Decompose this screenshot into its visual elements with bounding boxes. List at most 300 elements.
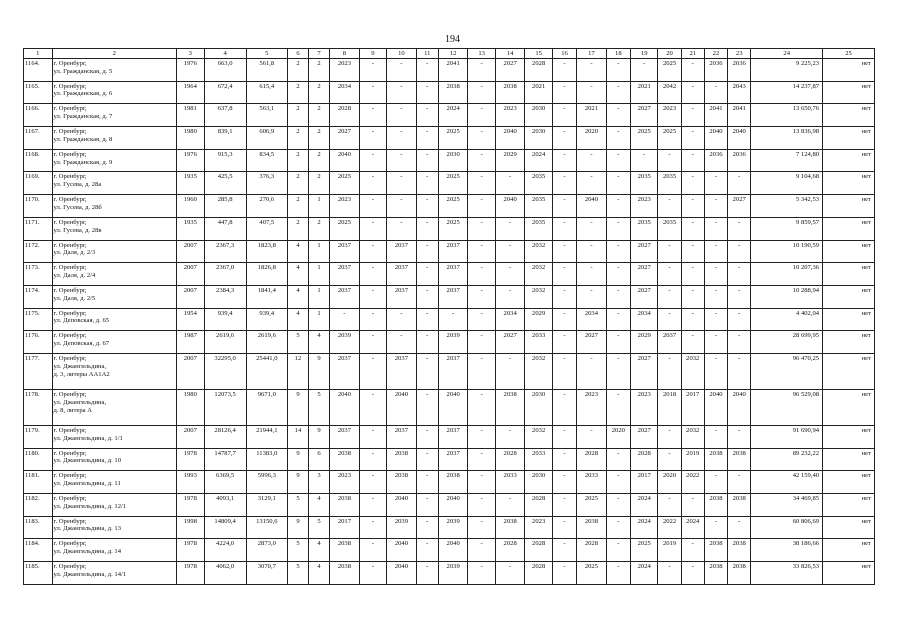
table-cell: 2038 — [728, 448, 751, 471]
housing-registry-table — [23, 48, 875, 585]
table-cell: - — [704, 263, 727, 286]
table-cell: 2038 — [728, 562, 751, 585]
table-cell: - — [468, 195, 495, 218]
table-cell: 2024 — [630, 516, 657, 539]
table-cell: - — [416, 448, 438, 471]
table-row — [24, 516, 875, 539]
table-cell: 2 — [287, 104, 308, 127]
table-cell: 4 — [309, 539, 330, 562]
row-number-cell: 1179. — [24, 425, 53, 448]
table-cell: 9 — [287, 448, 308, 471]
table-cell: 28126,4 — [204, 425, 246, 448]
table-cell: 4062,0 — [204, 562, 246, 585]
table-cell: 2038 — [728, 494, 751, 517]
table-cell: 2037 — [330, 285, 360, 308]
table-cell: 4 — [309, 494, 330, 517]
table-cell: - — [495, 240, 525, 263]
table-cell: 4 — [287, 263, 308, 286]
table-cell: 1964 — [177, 81, 204, 104]
table-cell: 1 — [309, 195, 330, 218]
table-cell: 2025 — [438, 217, 468, 240]
table-cell: 2 — [309, 149, 330, 172]
table-cell: - — [416, 389, 438, 425]
table-cell: - — [728, 308, 751, 331]
table-cell: 2007 — [177, 240, 204, 263]
table-cell: 2028 — [330, 104, 360, 127]
table-cell: - — [495, 562, 525, 585]
table-cell: - — [704, 240, 727, 263]
table-cell: 2027 — [728, 195, 751, 218]
table-cell: - — [495, 172, 525, 195]
table-cell: 2023 — [525, 516, 552, 539]
table-cell: - — [606, 195, 630, 218]
table-cell: - — [577, 263, 607, 286]
table-cell: 32295,0 — [204, 353, 246, 389]
table-cell: - — [606, 81, 630, 104]
table-cell: 2040 — [438, 494, 468, 517]
table-cell: 2040 — [438, 389, 468, 425]
flag-cell: нет — [823, 471, 875, 494]
table-cell: - — [681, 240, 704, 263]
table-cell: - — [495, 494, 525, 517]
table-cell: 2 — [287, 59, 308, 82]
address-cell: г. Оренбург, ул. Гусева, д. 28а — [52, 172, 177, 195]
table-cell: - — [704, 331, 727, 354]
cost-cell: 10 190,59 — [751, 240, 823, 263]
table-row — [24, 331, 875, 354]
table-cell: 2040 — [387, 494, 417, 517]
table-cell: - — [681, 494, 704, 517]
column-header-13: 13 — [468, 49, 495, 59]
column-header-5: 5 — [246, 49, 287, 59]
table-cell: - — [606, 494, 630, 517]
table-cell: 2030 — [525, 471, 552, 494]
table-cell: 2027 — [330, 127, 360, 150]
table-cell: - — [552, 59, 576, 82]
column-header-17: 17 — [577, 49, 607, 59]
table-cell: - — [359, 240, 386, 263]
flag-cell: нет — [823, 81, 875, 104]
table-cell: 939,4 — [204, 308, 246, 331]
table-cell: 2030 — [438, 149, 468, 172]
table-cell: 1978 — [177, 494, 204, 517]
table-cell: 425,5 — [204, 172, 246, 195]
table-cell: - — [387, 104, 417, 127]
table-cell: 2038 — [330, 562, 360, 585]
table-cell: 2040 — [387, 539, 417, 562]
table-cell: 5996,3 — [246, 471, 287, 494]
table-cell: - — [658, 425, 681, 448]
table-cell: - — [577, 285, 607, 308]
address-cell: г. Оренбург, ул. Деповская, д. 65 — [52, 308, 177, 331]
row-number-cell: 1182. — [24, 494, 53, 517]
row-number-cell: 1174. — [24, 285, 53, 308]
table-cell: - — [681, 59, 704, 82]
table-cell: 2040 — [330, 149, 360, 172]
table-cell: - — [359, 149, 386, 172]
cost-cell: 91 690,94 — [751, 425, 823, 448]
row-number-cell: 1176. — [24, 331, 53, 354]
table-cell: - — [359, 389, 386, 425]
table-cell: 11383,0 — [246, 448, 287, 471]
table-cell: - — [468, 353, 495, 389]
flag-cell: нет — [823, 331, 875, 354]
table-cell: - — [468, 308, 495, 331]
table-cell: 2619,6 — [246, 331, 287, 354]
table-cell: 2038 — [438, 81, 468, 104]
table-cell: 2023 — [630, 389, 657, 425]
table-cell: 2038 — [330, 494, 360, 517]
table-cell: - — [468, 217, 495, 240]
column-header-11: 11 — [416, 49, 438, 59]
table-cell: 1 — [309, 285, 330, 308]
table-cell: 1980 — [177, 389, 204, 425]
table-cell: - — [552, 494, 576, 517]
table-cell: - — [681, 217, 704, 240]
table-cell: 447,8 — [204, 217, 246, 240]
table-cell: - — [359, 562, 386, 585]
table-cell: 4093,1 — [204, 494, 246, 517]
table-cell: 2035 — [525, 172, 552, 195]
table-row — [24, 217, 875, 240]
table-cell: - — [728, 353, 751, 389]
table-cell: 2040 — [330, 389, 360, 425]
column-header-19: 19 — [630, 49, 657, 59]
table-cell: 2040 — [728, 127, 751, 150]
table-cell: 5 — [309, 389, 330, 425]
flag-cell: нет — [823, 389, 875, 425]
table-cell: - — [552, 240, 576, 263]
table-cell: - — [387, 149, 417, 172]
table-cell: 2023 — [330, 471, 360, 494]
table-cell: - — [577, 149, 607, 172]
table-cell: 2040 — [577, 195, 607, 218]
table-cell: - — [359, 494, 386, 517]
table-cell: 1935 — [177, 217, 204, 240]
table-cell: 2040 — [495, 195, 525, 218]
table-cell: - — [387, 172, 417, 195]
table-row — [24, 81, 875, 104]
table-cell: - — [552, 104, 576, 127]
row-number-cell: 1164. — [24, 59, 53, 82]
table-cell: 2035 — [525, 217, 552, 240]
table-cell: 606,9 — [246, 127, 287, 150]
table-cell: - — [416, 425, 438, 448]
cost-cell: 34 469,85 — [751, 494, 823, 517]
table-cell: 2029 — [630, 331, 657, 354]
table-cell: - — [359, 308, 386, 331]
table-cell: 561,8 — [246, 59, 287, 82]
address-cell: г. Оренбург, ул. Гражданская, д. 9 — [52, 149, 177, 172]
table-cell: - — [387, 127, 417, 150]
table-cell: 9671,0 — [246, 389, 287, 425]
table-cell: - — [416, 217, 438, 240]
flag-cell: нет — [823, 195, 875, 218]
table-cell: 2017 — [330, 516, 360, 539]
table-cell: 2007 — [177, 425, 204, 448]
cost-cell: 89 232,22 — [751, 448, 823, 471]
table-cell: - — [704, 172, 727, 195]
table-cell: - — [387, 59, 417, 82]
flag-cell: нет — [823, 263, 875, 286]
table-cell: - — [606, 240, 630, 263]
table-cell: - — [468, 539, 495, 562]
table-cell: 4 — [287, 285, 308, 308]
table-cell: 2037 — [438, 448, 468, 471]
table-cell: - — [606, 217, 630, 240]
row-number-cell: 1185. — [24, 562, 53, 585]
table-cell: 4224,0 — [204, 539, 246, 562]
table-cell: 2037 — [658, 331, 681, 354]
table-cell: - — [359, 516, 386, 539]
table-cell: 2 — [309, 172, 330, 195]
table-cell: 2025 — [658, 127, 681, 150]
table-cell: 2007 — [177, 285, 204, 308]
table-cell: 2025 — [577, 494, 607, 517]
table-cell: - — [658, 353, 681, 389]
cost-cell: 9 859,57 — [751, 217, 823, 240]
table-cell: 2025 — [438, 127, 468, 150]
table-cell: 2034 — [330, 81, 360, 104]
table-cell: 563,1 — [246, 104, 287, 127]
table-cell: - — [658, 448, 681, 471]
table-cell: - — [359, 285, 386, 308]
table-cell: - — [728, 217, 751, 240]
table-cell: - — [359, 539, 386, 562]
table-cell: - — [681, 104, 704, 127]
table-cell: 1987 — [177, 331, 204, 354]
table-cell: - — [704, 195, 727, 218]
table-cell: 2033 — [525, 448, 552, 471]
table-cell: 2034 — [630, 308, 657, 331]
table-cell: 2035 — [525, 195, 552, 218]
table-cell: - — [606, 59, 630, 82]
table-cell: - — [681, 539, 704, 562]
address-cell: г. Оренбург, ул. Даля, д. 2/3 — [52, 240, 177, 263]
address-cell: г. Оренбург, ул. Джангильдина, д. 11 — [52, 471, 177, 494]
table-cell: - — [416, 195, 438, 218]
table-cell: - — [495, 425, 525, 448]
table-cell: 2042 — [658, 81, 681, 104]
table-cell: 5 — [287, 331, 308, 354]
table-cell: - — [359, 471, 386, 494]
table-cell: 2 — [287, 127, 308, 150]
row-number-cell: 1173. — [24, 263, 53, 286]
table-cell: 25441,0 — [246, 353, 287, 389]
table-cell: - — [552, 389, 576, 425]
table-cell: 2020 — [577, 127, 607, 150]
table-cell: - — [552, 81, 576, 104]
table-cell: 9 — [287, 389, 308, 425]
table-cell: 1 — [309, 263, 330, 286]
table-cell: - — [704, 308, 727, 331]
table-cell: 1826,8 — [246, 263, 287, 286]
table-cell: 2038 — [704, 494, 727, 517]
table-cell: - — [552, 285, 576, 308]
table-cell: - — [330, 308, 360, 331]
table-cell: 2030 — [525, 127, 552, 150]
table-cell: 2043 — [728, 81, 751, 104]
table-cell: - — [606, 539, 630, 562]
table-cell: - — [359, 195, 386, 218]
table-cell: - — [704, 285, 727, 308]
table-cell: 2036 — [704, 149, 727, 172]
table-cell: - — [416, 331, 438, 354]
address-cell: г. Оренбург, ул. Гусева, д. 28б — [52, 195, 177, 218]
table-cell: 2022 — [658, 516, 681, 539]
table-cell: - — [359, 127, 386, 150]
table-cell: 2033 — [525, 331, 552, 354]
column-header-4: 4 — [204, 49, 246, 59]
table-cell: 9 — [309, 353, 330, 389]
table-cell: 2038 — [495, 516, 525, 539]
table-cell: - — [681, 263, 704, 286]
column-header-9: 9 — [359, 49, 386, 59]
table-cell: 2038 — [330, 539, 360, 562]
table-cell: - — [468, 494, 495, 517]
cost-cell: 42 159,40 — [751, 471, 823, 494]
table-cell: - — [416, 562, 438, 585]
column-header-6: 6 — [287, 49, 308, 59]
table-row — [24, 425, 875, 448]
table-cell: 2027 — [495, 331, 525, 354]
table-cell: - — [468, 562, 495, 585]
table-cell: - — [728, 516, 751, 539]
table-cell: 2 — [309, 81, 330, 104]
table-cell: 2028 — [495, 539, 525, 562]
row-number-cell: 1169. — [24, 172, 53, 195]
table-row — [24, 104, 875, 127]
cost-cell: 96 529,08 — [751, 389, 823, 425]
cost-cell: 28 699,95 — [751, 331, 823, 354]
table-cell: 2020 — [606, 425, 630, 448]
table-cell: 1976 — [177, 149, 204, 172]
table-cell: - — [552, 331, 576, 354]
table-cell: 2 — [309, 217, 330, 240]
table-cell: - — [606, 389, 630, 425]
table-row — [24, 562, 875, 585]
row-number-cell: 1170. — [24, 195, 53, 218]
table-cell: 672,4 — [204, 81, 246, 104]
table-body — [24, 59, 875, 585]
table-cell: - — [658, 308, 681, 331]
table-row — [24, 471, 875, 494]
table-cell: 839,1 — [204, 127, 246, 150]
table-cell: - — [606, 562, 630, 585]
address-cell: г. Оренбург, ул. Гражданская, д. 6 — [52, 81, 177, 104]
table-cell: - — [387, 195, 417, 218]
table-cell: 14809,4 — [204, 516, 246, 539]
table-cell: - — [728, 172, 751, 195]
row-number-cell: 1165. — [24, 81, 53, 104]
table-cell: 2036 — [704, 59, 727, 82]
table-cell: 1823,8 — [246, 240, 287, 263]
table-cell: - — [606, 104, 630, 127]
table-cell: - — [468, 240, 495, 263]
row-number-cell: 1175. — [24, 308, 53, 331]
table-cell: - — [728, 285, 751, 308]
table-cell: 2027 — [630, 425, 657, 448]
table-cell: 2019 — [681, 448, 704, 471]
address-cell: г. Оренбург, ул. Гражданская, д. 5 — [52, 59, 177, 82]
table-cell: - — [704, 425, 727, 448]
table-cell: 2038 — [704, 539, 727, 562]
table-cell: 2037 — [387, 263, 417, 286]
table-cell: 2037 — [438, 425, 468, 448]
table-cell: 2023 — [630, 195, 657, 218]
table-cell: 615,4 — [246, 81, 287, 104]
column-header-2: 2 — [52, 49, 177, 59]
table-cell: 2028 — [525, 59, 552, 82]
table-cell: 2035 — [658, 217, 681, 240]
flag-cell: нет — [823, 104, 875, 127]
table-cell: 2023 — [330, 195, 360, 218]
table-cell: 2032 — [525, 353, 552, 389]
cost-cell: 4 402,04 — [751, 308, 823, 331]
table-cell: 285,8 — [204, 195, 246, 218]
address-cell: г. Оренбург, ул. Деповская, д. 67 — [52, 331, 177, 354]
table-cell: - — [658, 149, 681, 172]
column-header-15: 15 — [525, 49, 552, 59]
flag-cell: нет — [823, 353, 875, 389]
table-cell: - — [359, 172, 386, 195]
table-cell: 2035 — [630, 172, 657, 195]
table-cell: 5 — [309, 516, 330, 539]
column-header-12: 12 — [438, 49, 468, 59]
cost-cell: 38 186,66 — [751, 539, 823, 562]
table-cell: - — [359, 59, 386, 82]
table-row — [24, 195, 875, 218]
flag-cell: нет — [823, 149, 875, 172]
table-cell: 2033 — [495, 471, 525, 494]
table-row — [24, 389, 875, 425]
table-cell: - — [606, 516, 630, 539]
table-cell: - — [681, 172, 704, 195]
address-cell: г. Оренбург, ул. Джангильдина, д. 1/1 — [52, 425, 177, 448]
table-cell: 2 — [287, 195, 308, 218]
table-cell: 21944,1 — [246, 425, 287, 448]
address-cell: г. Оренбург, ул. Джангильдина, д. 14 — [52, 539, 177, 562]
row-number-cell: 1183. — [24, 516, 53, 539]
flag-cell: нет — [823, 308, 875, 331]
address-cell: г. Оренбург, ул. Джангильдина, д. 10 — [52, 448, 177, 471]
address-cell: г. Оренбург, ул. Гусева, д. 28в — [52, 217, 177, 240]
table-cell: 12 — [287, 353, 308, 389]
table-cell: - — [495, 263, 525, 286]
cost-cell: 60 806,69 — [751, 516, 823, 539]
table-cell: 2021 — [525, 81, 552, 104]
flag-cell: нет — [823, 217, 875, 240]
table-cell: - — [704, 471, 727, 494]
row-number-cell: 1181. — [24, 471, 53, 494]
table-cell: - — [387, 308, 417, 331]
table-cell: - — [606, 263, 630, 286]
table-row — [24, 308, 875, 331]
flag-cell: нет — [823, 59, 875, 82]
table-cell: - — [630, 149, 657, 172]
table-cell: 2038 — [577, 516, 607, 539]
cost-cell: 33 826,53 — [751, 562, 823, 585]
table-cell: 2038 — [704, 562, 727, 585]
table-cell: - — [495, 353, 525, 389]
table-cell: 2017 — [681, 389, 704, 425]
column-header-18: 18 — [606, 49, 630, 59]
table-cell: 4 — [287, 308, 308, 331]
table-cell: 2023 — [658, 104, 681, 127]
table-cell: - — [468, 263, 495, 286]
table-cell: - — [359, 263, 386, 286]
table-cell: 5 — [287, 539, 308, 562]
